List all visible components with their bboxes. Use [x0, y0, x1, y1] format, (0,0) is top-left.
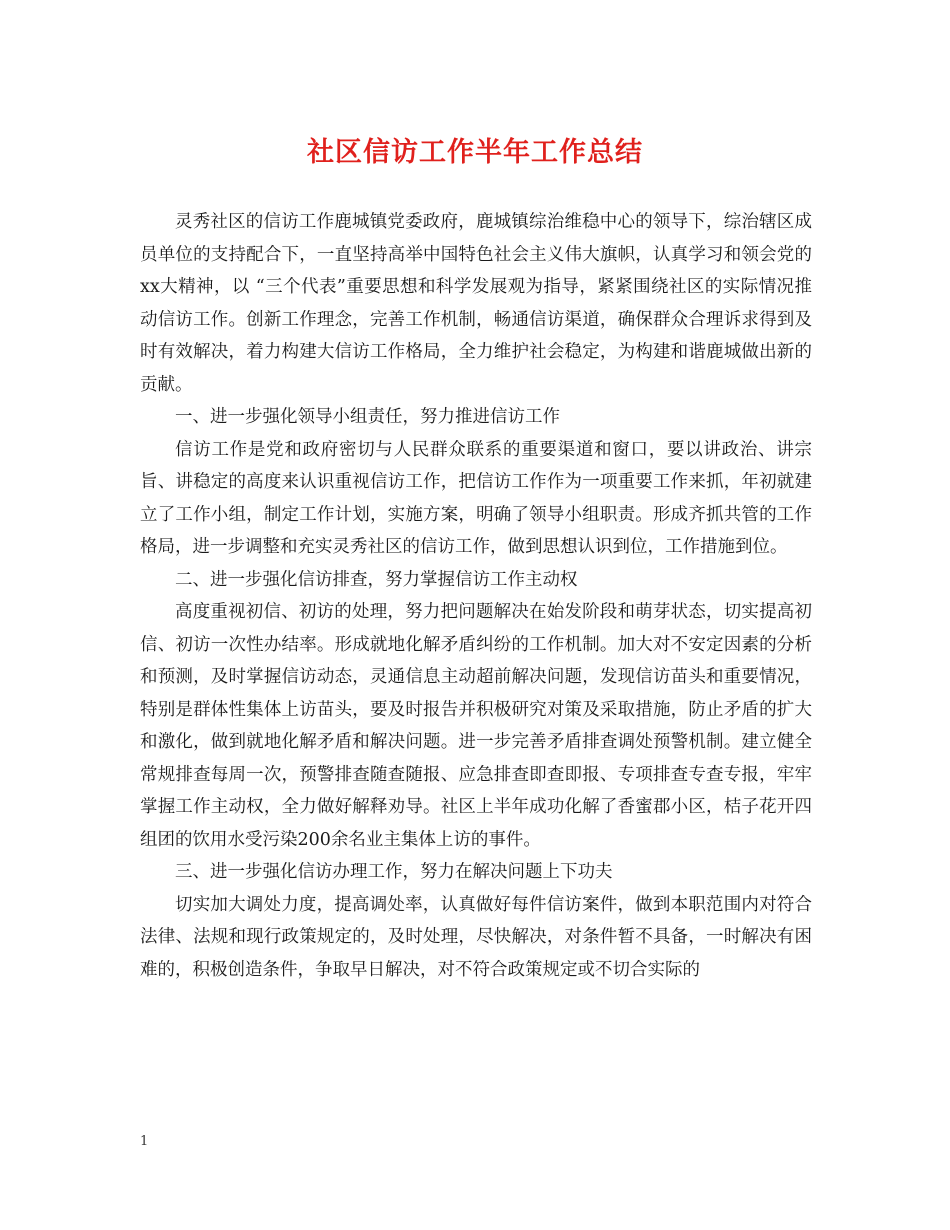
section-3-paragraph: 切实加大调处力度，提高调处率，认真做好每件信访案件，做到本职范围内对符合法律、法规和现行政策规定的，及时处理，尽快解决，对条件暂不具备，一时解决有困难的，积极创造条件，争取早日解决，对不符合政策规定或不切合实际的	[140, 894, 812, 980]
section-heading-3: 三、进一步强化信访办理工作，努力在解决问题上下功夫	[175, 862, 613, 882]
document-body	[140, 206, 812, 986]
intro-paragraph: 灵秀社区的信访工作鹿城镇党委政府，鹿城镇综治维稳中心的领导下，综治辖区成员单位的支持配合下，一直坚持高举中国特色社会主义伟大旗帜，认真学习和领会党的xx大精神，以 “三个代表”重要思想和科学发展观为指导，紧紧围绕社区的实际情况推动信访工作。创新工作理念，完善工作机制，畅通信访渠道，确保群众合理诉求得到及时有效解决，着力构建大信访工作格局，全力维护社会稳定，为构建和谐鹿城做出新的贡献。	[140, 212, 812, 395]
section-heading-2: 二、进一步强化信访排查，努力掌握信访工作主动权	[175, 569, 578, 590]
section-1-paragraph: 信访工作是党和政府密切与人民群众联系的重要渠道和窗口，要以讲政治、讲宗旨、讲稳定的高度来认识重视信访工作，把信访工作作为一项重要工作来抓，年初就建立了工作小组，制定工作计划，实施方案，明确了领导小组职责。形成齐抓共管的工作格局，进一步调整和充实灵秀社区的信访工作，做到思想认识到位，工作措施到位。	[140, 439, 812, 557]
page-number: 1	[140, 1134, 149, 1149]
section-heading-1: 一、进一步强化领导小组责任，努力推进信访工作	[175, 407, 560, 427]
section-2-paragraph: 高度重视初信、初访的处理，努力把问题解决在始发阶段和萌芽状态，切实提高初信、初访一次性办结率。形成就地化解矛盾纠纷的工作机制。加大对不安定因素的分析和预测，及时掌握信访动态，灵通信息主动超前解决问题，发现信访苗头和重要情况，特别是群体性集体上访苗头，要及时报告并积极研究对策及采取措施，防止矛盾的扩大和激化，做到就地化解矛盾和解决问题。进一步完善矛盾排查调处预警机制。建立健全常规排查每周一次，预警排查随查随报、应急排查即查即报、专项排查专查专报，牢牢掌握工作主动权，全力做好解释劝导。社区上半年成功化解了香蜜郡小区，桔子花开四组团的饮用水受污染200余名业主集体上访的事件。	[140, 602, 812, 850]
document-title: 社区信访工作半年工作总结	[307, 137, 643, 168]
